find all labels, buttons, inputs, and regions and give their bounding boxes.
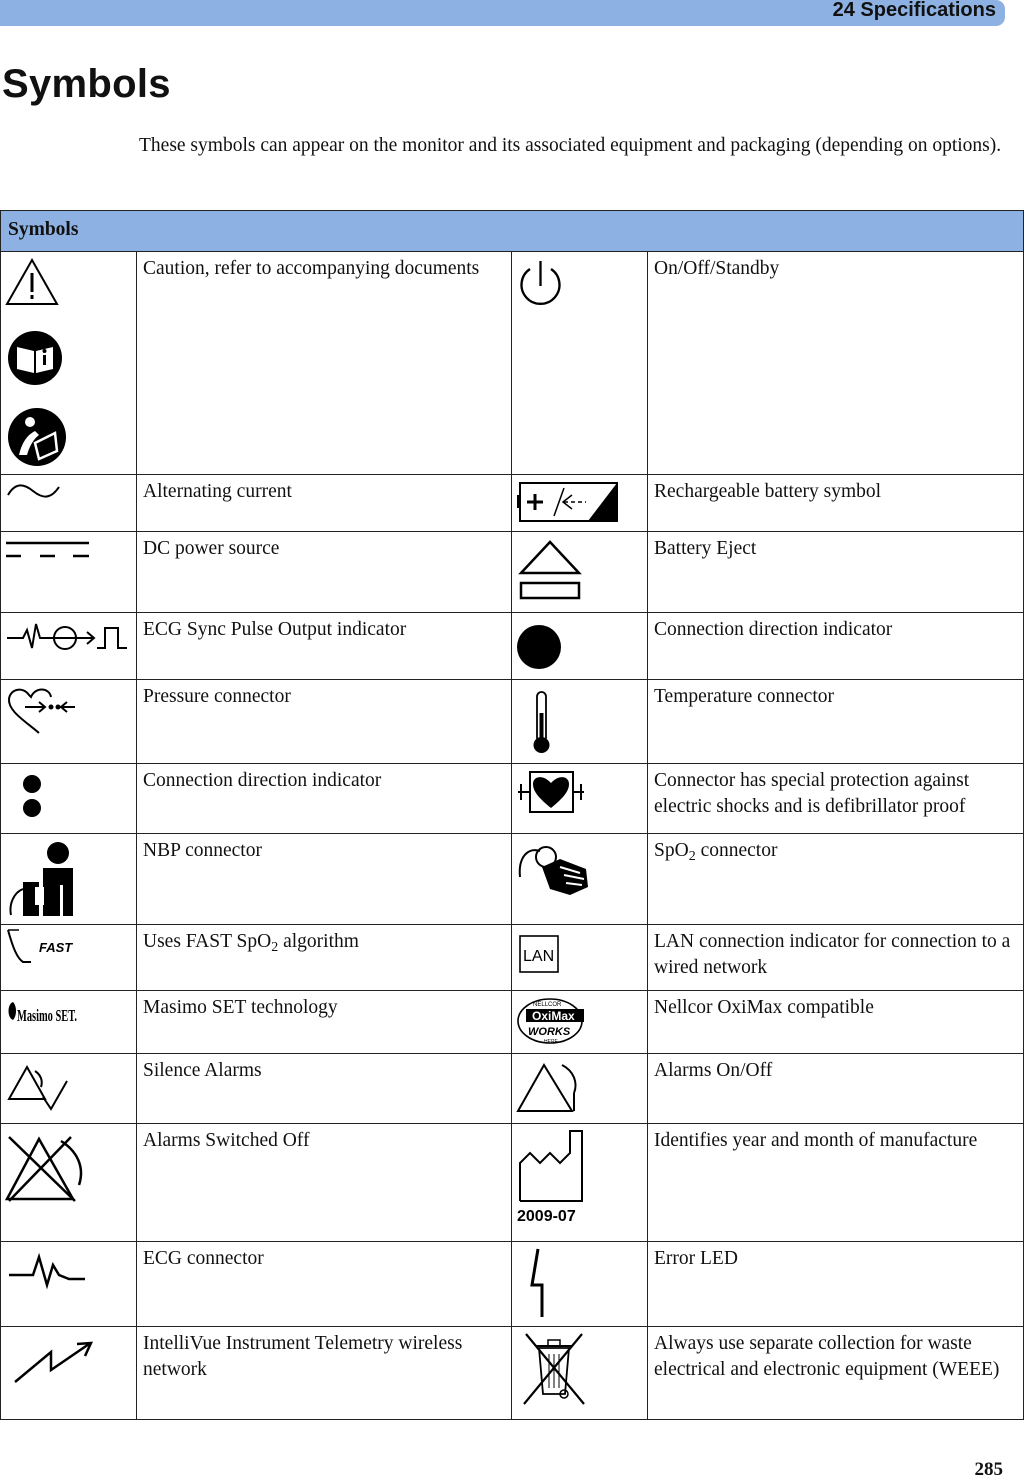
page-title: Symbols xyxy=(2,62,171,106)
symbol-description: Battery Eject xyxy=(648,532,1024,613)
power-standby-icon xyxy=(516,255,566,315)
symbol-cell xyxy=(512,1327,648,1420)
table-row xyxy=(1,1327,1024,1420)
nellcor-top-label: NELLCOR xyxy=(533,1002,562,1008)
table-row xyxy=(1,991,1024,1054)
symbol-cell xyxy=(1,991,137,1054)
symbol-cell xyxy=(512,1054,648,1124)
alarms-on-off-icon xyxy=(516,1057,582,1117)
nellcor-oximax-logo-icon xyxy=(516,994,592,1046)
alarms-off-icon xyxy=(5,1127,87,1209)
symbol-description: Caution, refer to accompanying documents xyxy=(137,252,512,475)
symbol-description: Pressure connector xyxy=(137,680,512,764)
table-heading: Symbols xyxy=(1,211,1024,252)
symbol-cell xyxy=(512,991,648,1054)
table-row xyxy=(1,764,1024,834)
symbol-description: NBP connector xyxy=(137,834,512,925)
symbol-cell xyxy=(1,834,137,925)
symbol-cell xyxy=(1,613,137,680)
lan-icon xyxy=(516,928,566,976)
table-row xyxy=(1,680,1024,764)
double-dot-icon xyxy=(5,767,55,831)
symbol-cell xyxy=(1,532,137,613)
symbol-description: Nellcor OxiMax compatible xyxy=(648,991,1024,1054)
thermometer-icon xyxy=(516,683,566,759)
mfg-date-label: 2009-07 xyxy=(517,1208,576,1225)
symbol-cell xyxy=(512,532,648,613)
table-row xyxy=(1,1124,1024,1242)
symbol-description: On/Off/Standby xyxy=(648,252,1024,475)
symbol-cell xyxy=(512,1124,648,1242)
table-row xyxy=(1,252,1024,475)
symbol-description: Uses FAST SpO$_2$ algorithm xyxy=(137,925,512,991)
symbol-cell xyxy=(1,1327,137,1420)
chapter-header-text: 24 Specifications xyxy=(832,0,996,21)
symbol-description: SpO$_2$ connector xyxy=(648,834,1024,925)
symbol-cell xyxy=(512,613,648,680)
symbol-description: Masimo SET technology xyxy=(137,991,512,1054)
symbol-description: Error LED xyxy=(648,1242,1024,1327)
ecg-connector-icon xyxy=(5,1245,89,1295)
table-row xyxy=(1,834,1024,925)
symbol-cell xyxy=(512,764,648,834)
nellcor-works-label: WORKS xyxy=(528,1026,571,1038)
masimo-label: Masimo SET. xyxy=(17,1006,77,1025)
symbol-description: Connection direction indicator xyxy=(137,764,512,834)
symbol-cell xyxy=(512,834,648,925)
fast-label: FAST xyxy=(39,940,73,955)
table-row xyxy=(1,925,1024,991)
symbol-cell xyxy=(1,252,137,475)
eject-icon xyxy=(516,535,586,603)
symbol-cell xyxy=(512,1242,648,1327)
ac-wave-icon xyxy=(5,478,65,508)
symbol-description: ECG Sync Pulse Output indicator xyxy=(137,613,512,680)
dc-source-icon xyxy=(5,535,95,565)
rechargeable-battery-icon xyxy=(516,478,626,523)
symbol-description: LAN connection indicator for connection to a wired network xyxy=(648,925,1024,991)
defib-proof-heart-icon xyxy=(516,767,586,822)
nellcor-here-label: HERE xyxy=(544,1039,558,1045)
symbol-description: Alternating current xyxy=(137,475,512,532)
symbol-cell xyxy=(1,1124,137,1242)
symbol-cell xyxy=(512,680,648,764)
nbp-person-icon xyxy=(5,837,81,919)
table-row xyxy=(1,1054,1024,1124)
symbol-cell xyxy=(512,925,648,991)
table-row xyxy=(1,532,1024,613)
symbol-description: Always use separate collection for waste electrical and electronic equipment (WEEE) xyxy=(648,1327,1024,1420)
symbol-description: Alarms On/Off xyxy=(648,1054,1024,1124)
symbol-description: IntelliVue Instrument Telemetry wireless network xyxy=(137,1327,512,1420)
weee-bin-icon xyxy=(516,1330,592,1410)
symbol-cell xyxy=(512,475,648,532)
caution-triangle-icon xyxy=(7,260,57,304)
symbol-description: ECG connector xyxy=(137,1242,512,1327)
ecg-sync-pulse-icon xyxy=(5,616,131,656)
filled-circle-icon xyxy=(516,616,566,671)
pressure-heart-icon xyxy=(5,683,77,739)
nellcor-main-label: OxiMax xyxy=(532,1009,575,1023)
chapter-header-band xyxy=(0,0,1005,26)
spo2-finger-icon xyxy=(516,837,592,897)
page-number: 285 xyxy=(974,1459,1003,1480)
symbol-cell xyxy=(1,925,137,991)
symbol-description: Alarms Switched Off xyxy=(137,1124,512,1242)
fast-spo2-icon xyxy=(5,928,77,968)
read-manual-icon xyxy=(8,408,66,466)
silence-alarms-icon xyxy=(5,1057,81,1117)
symbol-description: Silence Alarms xyxy=(137,1054,512,1124)
info-manual-icon xyxy=(8,331,62,385)
intro-paragraph: These symbols can appear on the monitor and its associated equipment and packaging (depending on options). xyxy=(139,135,1002,156)
table-row xyxy=(1,475,1024,532)
manufacture-date-icon xyxy=(516,1127,596,1237)
lan-label: LAN xyxy=(523,948,555,965)
symbol-description: DC power source xyxy=(137,532,512,613)
masimo-set-logo-icon xyxy=(5,994,81,1028)
error-led-icon xyxy=(516,1245,556,1323)
symbol-cell xyxy=(1,475,137,532)
symbol-description: Identifies year and month of manufacture xyxy=(648,1124,1024,1242)
symbol-cell xyxy=(512,252,648,475)
symbol-cell xyxy=(1,1242,137,1327)
telemetry-wireless-icon xyxy=(5,1330,101,1390)
table-row xyxy=(1,613,1024,680)
symbol-cell xyxy=(1,680,137,764)
symbol-description: Connector has special protection against electric shocks and is defibrillator proof xyxy=(648,764,1024,834)
symbol-description: Rechargeable battery symbol xyxy=(648,475,1024,532)
symbol-description: Temperature connector xyxy=(648,680,1024,764)
symbol-cell xyxy=(1,1054,137,1124)
table-row xyxy=(1,1242,1024,1327)
symbol-cell xyxy=(1,764,137,834)
symbol-description: Connection direction indicator xyxy=(648,613,1024,680)
symbols-table xyxy=(0,210,1024,1420)
